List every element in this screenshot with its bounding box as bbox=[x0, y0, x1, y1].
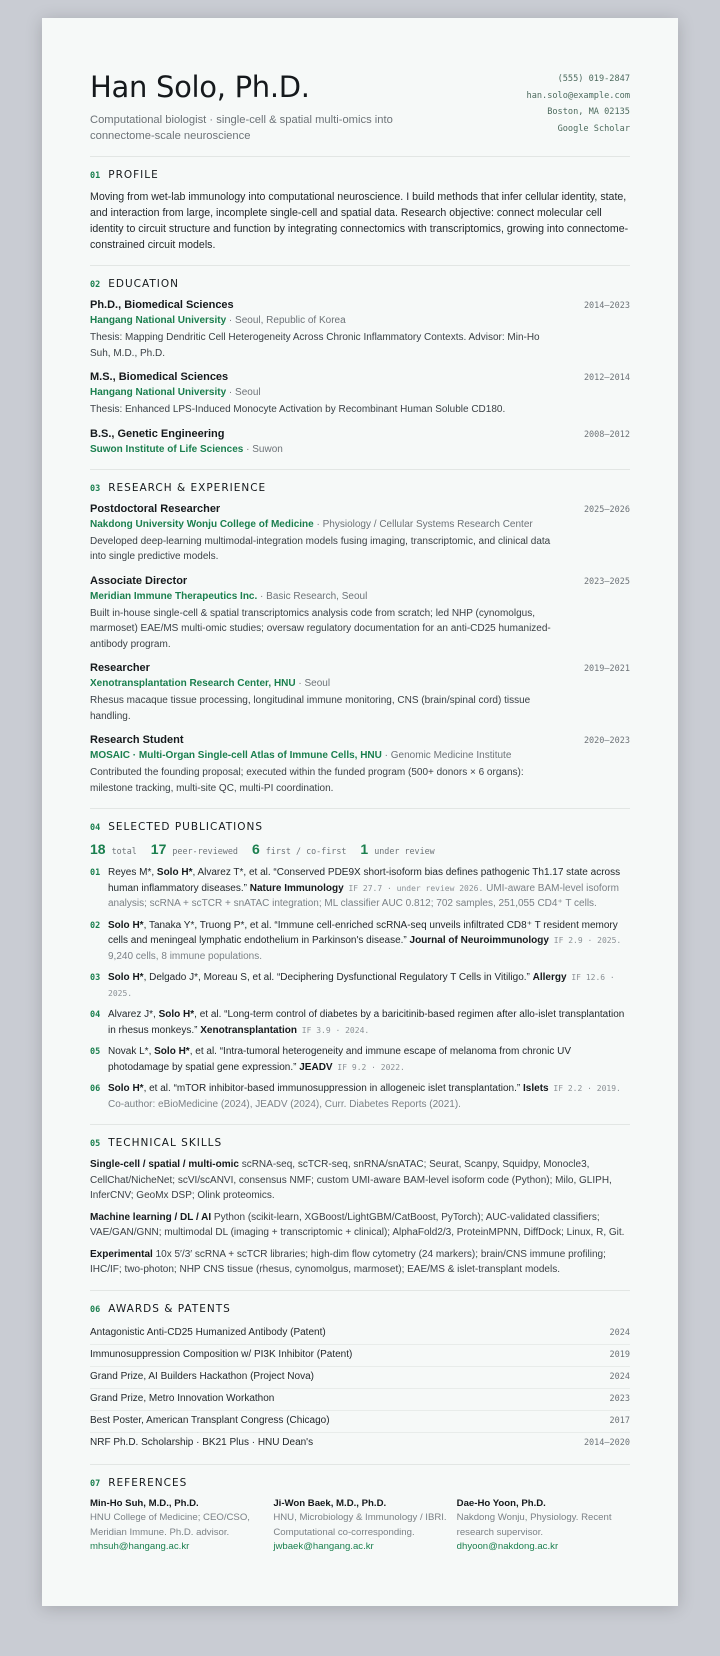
impact-factor: IF 3.9 · 2024. bbox=[296, 1025, 370, 1035]
section-header bbox=[90, 1477, 630, 1489]
section-header bbox=[90, 169, 630, 181]
award-year: 2024 bbox=[609, 1371, 630, 1382]
publication-note: Co-author: eBioMedicine (2024), JEADV (2024), Curr. Diabetes Reports (2021). bbox=[108, 1098, 461, 1110]
contact-location: Boston, MA 02135 bbox=[547, 107, 630, 117]
stat-first-author-label: first / co-first bbox=[265, 846, 347, 856]
entry-title: Researcher bbox=[90, 662, 150, 674]
references-section bbox=[90, 1465, 630, 1565]
reference-card bbox=[90, 1497, 263, 1555]
publication-number: 03 bbox=[90, 973, 101, 983]
publication-number: 04 bbox=[90, 1010, 101, 1020]
awards-section bbox=[90, 1291, 630, 1465]
entry-title: Associate Director bbox=[90, 574, 188, 587]
award-year: 2024 bbox=[609, 1327, 630, 1338]
tagline: Computational biologist · single-cell & spatial multi-omics into connectome-scale neuroscience bbox=[90, 114, 393, 142]
publications-section bbox=[90, 809, 630, 1125]
section-title: PROFILE bbox=[108, 169, 159, 181]
section-title: AWARDS & PATENTS bbox=[108, 1302, 231, 1315]
contact-email[interactable]: han.solo@example.com bbox=[526, 90, 630, 101]
entry-date: 2019–2021 bbox=[583, 664, 630, 674]
section-title: EDUCATION bbox=[108, 278, 179, 290]
profile-text: Moving from wet-lab immunology into computational neuroscience. I build methods that infer cellular identity, state, and interaction from large, incomplete single-cell and spatial data. Research objective: connect molecular cell identity to circuit structure and function by integrating connectomics with transcriptomics, growing into connectome-constrained circuit models. bbox=[90, 191, 629, 251]
reference-description: HNU, Microbiology & Immunology / IBRI. Computational co-corresponding. bbox=[273, 1512, 447, 1538]
award-year: 2017 bbox=[609, 1415, 630, 1426]
highlighted-author: Solo H* bbox=[108, 1083, 144, 1094]
reference-email[interactable]: mhsuh@hangang.ac.kr bbox=[90, 1541, 190, 1552]
award-row bbox=[90, 1389, 630, 1411]
publication-citation bbox=[108, 970, 630, 1001]
reference-email[interactable]: jwbaek@hangang.ac.kr bbox=[273, 1541, 374, 1552]
skill-group bbox=[90, 1247, 630, 1278]
stat-total-label: total bbox=[111, 846, 137, 856]
highlighted-author: Solo H* bbox=[156, 867, 193, 878]
experience-entry bbox=[90, 733, 630, 796]
publication-number: 01 bbox=[90, 868, 101, 878]
entry-org: Xenotransplantation Research Center, HNU bbox=[90, 678, 296, 689]
entry-org: MOSAIC · Multi-Organ Single-cell Atlas of Immune Cells, HNU bbox=[90, 750, 382, 761]
award-row bbox=[90, 1367, 630, 1389]
award-name: NRF Ph.D. Scholarship · BK21 Plus · HNU Dean's bbox=[90, 1436, 314, 1448]
journal-name: Allergy bbox=[532, 972, 567, 983]
journal-name: Xenotransplantation bbox=[200, 1024, 297, 1036]
section-title: REFERENCES bbox=[108, 1476, 188, 1489]
impact-factor: IF 2.9 · 2025. bbox=[548, 936, 622, 945]
publication-item bbox=[90, 865, 630, 912]
references-list bbox=[90, 1497, 630, 1555]
award-row bbox=[90, 1323, 630, 1345]
section-title: SELECTED PUBLICATIONS bbox=[108, 821, 263, 833]
entry-description: Thesis: Mapping Dendritic Cell Heterogeneity Across Chronic Inflammatory Contexts. Advisor: Min-Ho Suh, M.D., Ph.D. bbox=[90, 332, 540, 359]
entry-date: 2020–2023 bbox=[583, 736, 630, 746]
award-year: 2019 bbox=[609, 1349, 630, 1360]
publication-item bbox=[90, 918, 630, 965]
stat-under-review-label: under review bbox=[374, 846, 435, 856]
publication-item bbox=[90, 970, 630, 1001]
entry-description: Built in-house single-cell & spatial transcriptomics analysis code from scratch; led NHP (cynomolgus, marmoset) EAE/MS multi-omic studies; oversaw regulatory documentation for an anti-CD25 humanized-antibody program. bbox=[90, 607, 551, 650]
skill-group-name: Single-cell / spatial / multi-omic bbox=[90, 1159, 239, 1170]
award-name: Best Poster, American Transplant Congress (Chicago) bbox=[90, 1414, 330, 1426]
entry-location: · Seoul bbox=[226, 387, 261, 398]
section-header bbox=[90, 482, 630, 494]
entry-location: · Seoul, Republic of Korea bbox=[226, 315, 346, 326]
resume-header bbox=[90, 70, 630, 157]
entry-description: Contributed the founding proposal; executed within the funded program (500+ donors × 6 organs): milestone tracking, multi-site QC, multi-PI coordination. bbox=[90, 767, 524, 794]
skill-group-text: scRNA-seq, scTCR-seq, snRNA/snATAC; Seurat, Scanpy, Squidpy, Monocle3, CellChat/NicheNet; scVI/scANVI, consensus NMF; custom UMI-aware BAM-level isoform code (Python); Milo, GLIPH, InferCNV; GeoMx DSP; Olink proteomics. bbox=[90, 1159, 612, 1201]
authors-and-title: , et al. “Long-term control of diabetes by a baricitinib-based regimen after allo-islet transplantation in rhesus monkeys.” bbox=[108, 1009, 625, 1036]
authors-and-title: , Alvarez T*, et al. “Conserved PDE9X short-isoform bias defines pathogenic Th1.17 state across human inflammatory diseases.” bbox=[108, 867, 621, 894]
section-number: 05 bbox=[90, 1139, 101, 1149]
section-header bbox=[90, 1303, 630, 1315]
reference-card bbox=[273, 1497, 446, 1555]
award-name: Grand Prize, Metro Innovation Workathon bbox=[90, 1392, 275, 1404]
resume-page bbox=[42, 18, 678, 1606]
highlighted-author: Solo H* bbox=[108, 972, 144, 983]
header-left bbox=[90, 70, 420, 144]
section-title: RESEARCH & EXPERIENCE bbox=[108, 481, 267, 494]
stat-total-value: 18 bbox=[90, 841, 106, 857]
reference-name: Ji-Won Baek, M.D., Ph.D. bbox=[273, 1497, 387, 1509]
publication-stats bbox=[90, 841, 630, 857]
skill-group-text: Python (scikit-learn, XGBoost/LightGBM/CatBoost, PyTorch); AUC-validated classifiers; VAE/GAN/GNN; multimodal DL (imaging + transcriptomic + clinical); AlphaFold2/3, ProteinMPNN, DiffDock; Linux, R, Git. bbox=[90, 1211, 625, 1238]
authors-before: Reyes M*, bbox=[108, 867, 157, 878]
entry-description: Thesis: Enhanced LPS-Induced Monocyte Activation by Recombinant Human Soluble CD180. bbox=[90, 404, 506, 415]
entry-location: · Basic Research, Seoul bbox=[257, 590, 368, 602]
award-name: Antagonistic Anti-CD25 Humanized Antibody (Patent) bbox=[90, 1326, 326, 1338]
publication-item bbox=[90, 1044, 630, 1075]
publication-number: 06 bbox=[90, 1084, 101, 1094]
impact-factor: IF 27.7 · under review 2026. bbox=[343, 883, 484, 893]
entry-org: Hangang National University bbox=[90, 315, 227, 326]
stat-first-author-value: 6 bbox=[251, 841, 260, 857]
entry-date: 2014–2023 bbox=[583, 301, 630, 311]
award-row bbox=[90, 1345, 630, 1367]
entry-date: 2023–2025 bbox=[583, 576, 630, 587]
authors-and-title: , Delgado J*, Moreau S, et al. “Deciphering Dysfunctional Regulatory T Cells in Vitiligo.” bbox=[143, 972, 533, 983]
journal-name: Nature Immunology bbox=[249, 882, 344, 894]
skill-group-text: 10x 5′/3′ scRNA + scTCR libraries; high-dim flow cytometry (24 markers); brain/CNS immune profiling; IHC/IF; two-photon; NHP CNS tissue (rhesus, cynomolgus, marmoset); EAE/MS & islet-transplant models. bbox=[90, 1248, 606, 1275]
publication-note: UMI-aware BAM-level isoform analysis; scRNA + scTCR + snATAC integration; ML classifier AUC 0.812; 702 samples, 251,055 CD4⁺ T cells. bbox=[108, 882, 619, 909]
reference-email[interactable]: dhyoon@nakdong.ac.kr bbox=[456, 1541, 559, 1552]
experience-entry bbox=[90, 502, 630, 565]
award-row bbox=[90, 1411, 630, 1433]
publication-number: 02 bbox=[90, 920, 101, 931]
reference-description: HNU College of Medicine; CEO/CSO, Meridian Immune. Ph.D. advisor. bbox=[90, 1512, 250, 1538]
publication-citation bbox=[108, 865, 630, 912]
highlighted-author: Solo H* bbox=[158, 1009, 195, 1020]
journal-name: JEADV bbox=[299, 1061, 333, 1073]
candidate-name: Han Solo, Ph.D. bbox=[90, 70, 310, 104]
publication-note: 9,240 cells, 8 immune populations. bbox=[108, 950, 262, 962]
skills-section bbox=[90, 1125, 630, 1291]
experience-entry bbox=[90, 661, 630, 724]
entry-org: Hangang National University bbox=[90, 387, 227, 398]
section-number: 02 bbox=[90, 280, 101, 290]
experience-entry bbox=[90, 574, 630, 653]
impact-factor: IF 12.6 · 2025. bbox=[108, 973, 615, 998]
entry-location: · Physiology / Cellular Systems Research Center bbox=[313, 518, 533, 530]
highlighted-author: Solo H* bbox=[154, 1046, 190, 1057]
entry-org: Meridian Immune Therapeutics Inc. bbox=[90, 590, 258, 602]
authors-and-title: , et al. “Intra-tumoral heterogeneity and immune escape of melanoma from chronic UV photodamage by spatial gene expression.” bbox=[108, 1046, 571, 1073]
skill-group bbox=[90, 1210, 630, 1241]
entry-date: 2012–2014 bbox=[583, 373, 630, 383]
entry-date: 2008–2012 bbox=[583, 429, 630, 440]
authors-and-title: , Tanaka Y*, Truong P*, et al. “Immune cell-enriched scRNA-seq unveils infiltrated CD8⁺ T resident memory cells and meningeal lymphatic endothelium in Parkinson's disease.” bbox=[108, 919, 618, 946]
stat-peer-reviewed-label: peer-reviewed bbox=[172, 846, 238, 856]
section-number: 06 bbox=[90, 1304, 101, 1315]
entry-title: B.S., Genetic Engineering bbox=[90, 427, 225, 440]
award-name: Immunosuppression Composition w/ PI3K Inhibitor (Patent) bbox=[90, 1348, 353, 1360]
entry-title: Research Student bbox=[90, 734, 184, 746]
authors-and-title: , et al. “mTOR inhibitor-based immunosuppression in allogeneic islet transplantation.” bbox=[143, 1083, 524, 1094]
impact-factor: IF 2.2 · 2019. bbox=[548, 1084, 621, 1093]
entry-location: · Seoul bbox=[295, 678, 331, 689]
skill-group-name: Experimental bbox=[90, 1248, 153, 1260]
award-row bbox=[90, 1433, 630, 1454]
entry-title: Postdoctoral Researcher bbox=[90, 502, 221, 515]
entry-org: Suwon Institute of Life Sciences bbox=[90, 443, 244, 455]
section-number: 01 bbox=[90, 171, 101, 181]
reference-description: Nakdong Wonju, Physiology. Recent research supervisor. bbox=[456, 1512, 612, 1538]
section-number: 04 bbox=[90, 823, 101, 833]
journal-name: Journal of Neuroimmunology bbox=[409, 935, 549, 946]
section-number: 07 bbox=[90, 1478, 101, 1489]
award-year: 2014–2020 bbox=[583, 1437, 630, 1448]
reference-name: Min-Ho Suh, M.D., Ph.D. bbox=[90, 1497, 199, 1509]
entry-description: Developed deep-learning multimodal-integration models fusing imaging, transcriptomic, and clinical data into single predictive models. bbox=[90, 535, 551, 562]
research-section bbox=[90, 470, 630, 810]
education-entry bbox=[90, 298, 630, 361]
entry-description: Rhesus macaque tissue processing, longitudinal immune monitoring, CNS (brain/spinal cord) tissue handling. bbox=[90, 695, 531, 722]
entry-location: · Genomic Medicine Institute bbox=[381, 750, 512, 761]
entry-location: · Suwon bbox=[243, 443, 283, 455]
section-header bbox=[90, 1137, 630, 1149]
award-name: Grand Prize, AI Builders Hackathon (Project Nova) bbox=[90, 1370, 314, 1382]
reference-name: Dae-Ho Yoon, Ph.D. bbox=[456, 1497, 546, 1509]
award-year: 2023 bbox=[609, 1393, 630, 1404]
publication-citation bbox=[108, 918, 630, 965]
education-entry bbox=[90, 427, 630, 457]
authors-before: Novak L*, bbox=[108, 1046, 155, 1057]
contact-phone: (555) 019-2847 bbox=[557, 74, 630, 84]
authors-before: Alvarez J*, bbox=[108, 1009, 159, 1020]
impact-factor: IF 9.2 · 2022. bbox=[332, 1062, 405, 1072]
education-section bbox=[90, 266, 630, 470]
entry-title: M.S., Biomedical Sciences bbox=[90, 371, 229, 383]
highlighted-author: Solo H* bbox=[108, 919, 144, 931]
skill-group bbox=[90, 1157, 630, 1204]
reference-card bbox=[457, 1497, 630, 1555]
section-title: TECHNICAL SKILLS bbox=[108, 1137, 223, 1149]
education-entry bbox=[90, 370, 630, 418]
publication-number: 05 bbox=[90, 1047, 101, 1057]
stat-peer-reviewed-value: 17 bbox=[150, 841, 167, 857]
publication-citation bbox=[108, 1044, 630, 1075]
contact-block bbox=[527, 70, 630, 137]
publication-item bbox=[90, 1081, 630, 1112]
section-header bbox=[90, 821, 630, 833]
contact-scholar-link[interactable]: Google Scholar bbox=[557, 123, 630, 134]
profile-section bbox=[90, 157, 630, 266]
entry-title: Ph.D., Biomedical Sciences bbox=[90, 299, 234, 311]
publication-citation bbox=[108, 1081, 630, 1112]
stat-under-review-value: 1 bbox=[360, 841, 369, 857]
publication-citation bbox=[108, 1007, 630, 1038]
section-header bbox=[90, 278, 630, 290]
entry-org: Nakdong University Wonju College of Medicine bbox=[90, 518, 314, 530]
entry-date: 2025–2026 bbox=[583, 504, 630, 515]
section-number: 03 bbox=[90, 483, 101, 494]
journal-name: Islets bbox=[523, 1083, 549, 1094]
skill-group-name: Machine learning / DL / AI bbox=[90, 1211, 212, 1223]
publication-item bbox=[90, 1007, 630, 1038]
